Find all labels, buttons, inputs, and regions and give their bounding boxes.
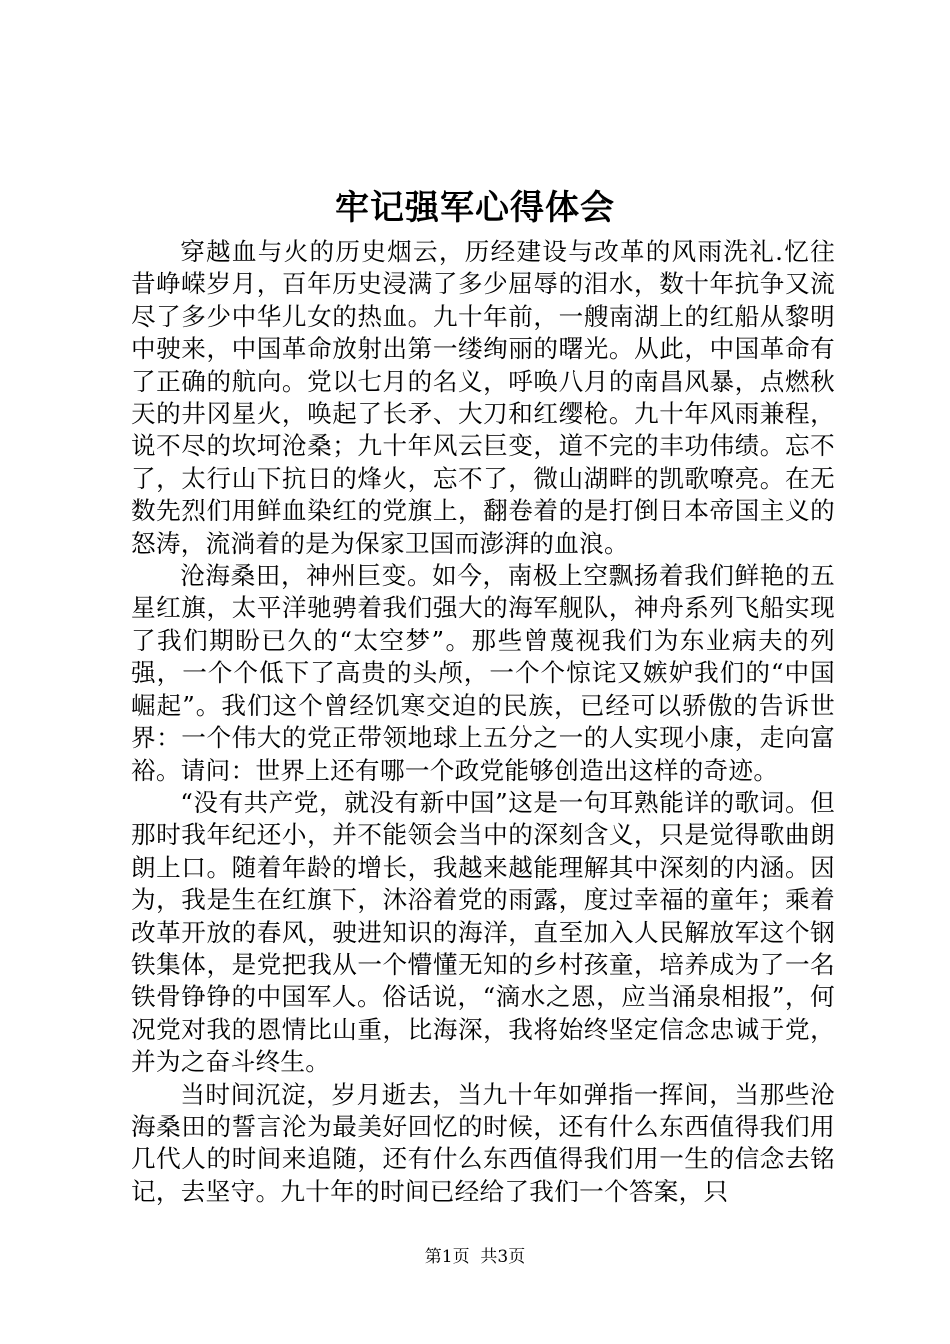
- paragraph: “没有共产党，就没有新中国”这是一句耳熟能详的歌词。但那时我年纪还小，并不能领会当中的深刻含义，只是觉得歌曲朗朗上口。随着年龄的增长，我越来越能理解其中深刻的内涵。因为，我是生在红旗下，沐浴着党的雨露，度过幸福的童年；乘着改革开放的春风，驶进知识的海洋，直至加入人民解放军这个钢铁集体，是党把我从一个懵懂无知的乡村孩童，培养成为了一名铁骨铮铮的中国军人。俗话说，“滴水之恩，应当涌泉相报”，何况党对我的恩情比山重，比海深，我将始终坚定信念忠诚于党，并为之奋斗终生。: [131, 787, 835, 1077]
- paragraph: 沧海桑田，神州巨变。如今，南极上空飘扬着我们鲜艳的五星红旗，太平洋驰骋着我们强大的海军舰队，神舟系列飞船实现了我们期盼已久的“太空梦”。那些曾蔑视我们为东业病夫的列强，一个个低下了高贵的头颅，一个个惊诧又嫉妒我们的“中国崛起”。我们这个曾经饥寒交迫的民族，已经可以骄傲的告诉世界：一个伟大的党正带领地球上五分之一的人实现小康，走向富裕。请问：世界上还有哪一个政党能够创造出这样的奇迹。: [131, 561, 835, 785]
- document-title: 牢记强军心得体会: [335, 188, 615, 228]
- page-footer: [0, 1246, 950, 1268]
- page-number: 第1页 共3页: [424, 1247, 526, 1267]
- paragraph: 穿越血与火的历史烟云，历经建设与改革的风雨洗礼.忆往昔峥嵘岁月，百年历史浸满了多少屈辱的泪水，数十年抗争又流尽了多少中华儿女的热血。九十年前，一艘南湖上的红船从黎明中驶来，中国革命放射出第一缕绚丽的曙光。从此，中国革命有了正确的航向。党以七月的名义，呼唤八月的南昌风暴，点燃秋天的井冈星火，唤起了长矛、大刀和红缨枪。九十年风雨兼程，说不尽的坎坷沧桑；九十年风云巨变，道不完的丰功伟绩。忘不了，太行山下抗日的烽火，忘不了，微山湖畔的凯歌嘹亮。在无数先烈们用鲜血染红的党旗上，翻卷着的是打倒日本帝国主义的怒涛，流淌着的是为保家卫国而澎湃的血浪。: [131, 237, 835, 558]
- document-body: [131, 236, 835, 1208]
- paragraph: 当时间沉淀，岁月逝去，当九十年如弹指一挥间，当那些沧海桑田的誓言沦为最美好回忆的时候，还有什么东西值得我们用几代人的时间来追随，还有什么东西值得我们用一生的信念去铭记，去坚守。九十年的时间已经给了我们一个答案，只: [131, 1079, 835, 1206]
